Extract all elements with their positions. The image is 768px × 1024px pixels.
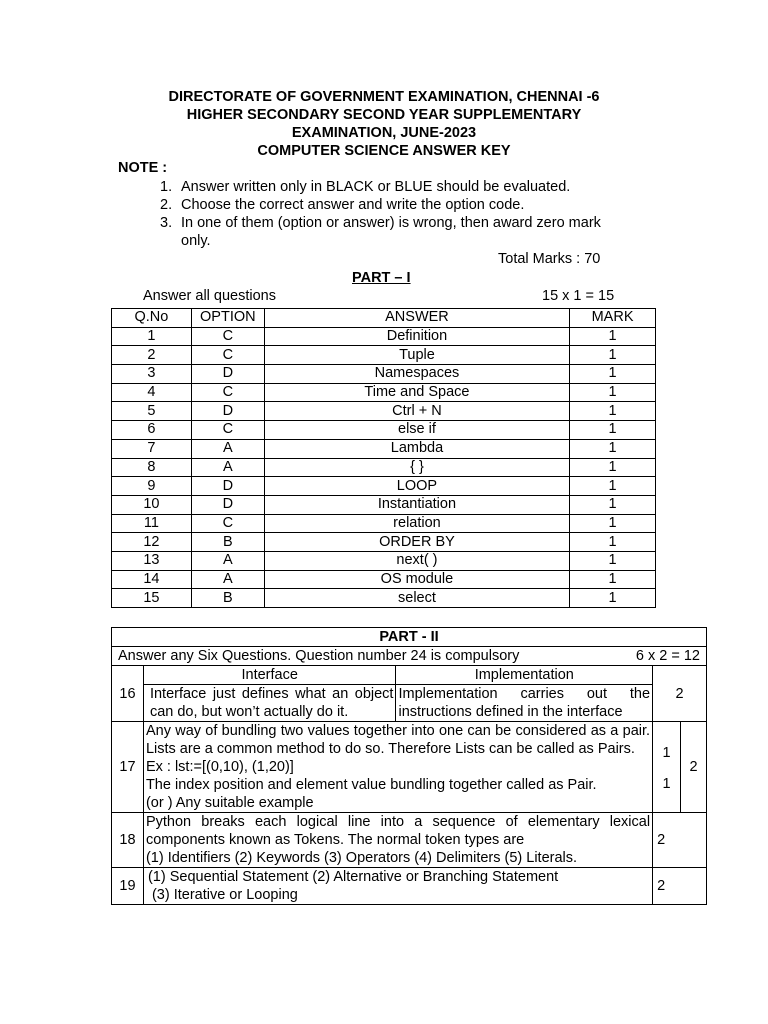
part2-instruction: Answer any Six Questions. Question number 24 is compulsory [118, 648, 520, 664]
cell-answer: relation [264, 514, 569, 533]
cell-qno: 5 [112, 402, 192, 421]
cell-answer: select [264, 589, 569, 608]
cell-answer: next( ) [264, 551, 569, 570]
total-marks: Total Marks : 70 [498, 251, 601, 267]
cell-mark: 1 [570, 589, 656, 608]
part1-instruction: Answer all questions [143, 288, 276, 304]
table-row [112, 365, 656, 384]
col-header-mark: MARK [570, 309, 656, 328]
header-line-1: DIRECTORATE OF GOVERNMENT EXAMINATION, CHENNAI -6 [168, 89, 600, 105]
col-header-option: OPTION [191, 309, 264, 328]
cell-option: C [191, 421, 264, 440]
cell-qno: 11 [112, 514, 192, 533]
table-row [112, 570, 656, 589]
cell-qno: 12 [112, 533, 192, 552]
question-row-18 [112, 813, 707, 868]
cell-qno: 15 [112, 589, 192, 608]
table-row [112, 589, 656, 608]
question-row-19 [112, 868, 707, 905]
q19-answer [143, 868, 652, 905]
cell-qno: 2 [112, 346, 192, 365]
table-row [112, 439, 656, 458]
cell-answer: LOOP [264, 477, 569, 496]
cell-mark: 1 [570, 514, 656, 533]
cell-qno: 6 [112, 421, 192, 440]
part1-title: PART – I [352, 270, 411, 286]
cell-option: A [191, 551, 264, 570]
cell-option: C [191, 346, 264, 365]
table-row [112, 495, 656, 514]
part2-title: PART - II [112, 628, 707, 647]
q16-interface-text: Interface just defines what an object can do, but won’t actually do it. [143, 685, 396, 722]
part2-table [111, 627, 707, 905]
cell-answer: Lambda [264, 439, 569, 458]
cell-option: C [191, 514, 264, 533]
cell-qno: 10 [112, 495, 192, 514]
question-number: 17 [112, 722, 144, 813]
cell-option: D [191, 365, 264, 384]
table-row [112, 421, 656, 440]
cell-answer: Time and Space [264, 383, 569, 402]
q17-submark-1: 1 [662, 745, 671, 761]
note-item: 2. Choose the correct answer and write the option code. [160, 197, 525, 213]
table-row [112, 514, 656, 533]
col-header-answer: ANSWER [264, 309, 569, 328]
cell-mark: 1 [570, 365, 656, 384]
table-row [112, 477, 656, 496]
cell-mark: 1 [570, 533, 656, 552]
question-number: 16 [112, 666, 144, 722]
table-row [112, 383, 656, 402]
cell-answer: else if [264, 421, 569, 440]
part2-marks: 6 x 2 = 12 [635, 648, 700, 664]
q19-text-2: (3) Iterative or Looping [151, 887, 298, 903]
cell-mark: 1 [570, 383, 656, 402]
table-row [112, 533, 656, 552]
cell-mark: 1 [570, 495, 656, 514]
table-row [112, 346, 656, 365]
cell-mark: 1 [570, 439, 656, 458]
question-row-16 [112, 666, 707, 685]
cell-option: C [191, 327, 264, 346]
q17-text-4: (or ) Any suitable example [145, 795, 314, 811]
question-number: 18 [112, 813, 144, 868]
table-row [112, 402, 656, 421]
cell-answer: Namespaces [264, 365, 569, 384]
cell-option: B [191, 589, 264, 608]
cell-qno: 8 [112, 458, 192, 477]
question-row-17 [112, 722, 707, 813]
table-row [112, 327, 656, 346]
q17-submarks [653, 722, 681, 813]
part2-instruction-row [112, 647, 707, 666]
q17-text-3: The index position and element value bundling together called as Pair. [145, 777, 597, 793]
cell-option: A [191, 570, 264, 589]
part1-table-body [112, 327, 656, 607]
cell-option: D [191, 402, 264, 421]
cell-mark: 1 [570, 477, 656, 496]
header-line-3: EXAMINATION, JUNE-2023 [291, 125, 477, 141]
part1-marks: 15 x 1 = 15 [542, 288, 615, 304]
part1-answer-table [111, 308, 656, 608]
q16-implementation-text: Implementation carries out the instructions defined in the interface [396, 685, 653, 722]
cell-option: D [191, 495, 264, 514]
cell-answer: Tuple [264, 346, 569, 365]
cell-option: C [191, 383, 264, 402]
cell-qno: 9 [112, 477, 192, 496]
q17-answer [143, 722, 652, 813]
cell-mark: 1 [570, 402, 656, 421]
cell-option: B [191, 533, 264, 552]
question-mark: 2 [653, 813, 707, 868]
note-item: 3. In one of them (option or answer) is wrong, then award zero mark only. [160, 215, 601, 249]
cell-qno: 14 [112, 570, 192, 589]
cell-qno: 7 [112, 439, 192, 458]
q18-text-1: Python breaks each logical line into a sequence of elementary lexical components known as Tokens. The normal token types are [145, 814, 651, 848]
cell-mark: 1 [570, 327, 656, 346]
note-list [160, 178, 630, 250]
cell-mark: 1 [570, 458, 656, 477]
note-item: 1. Answer written only in BLACK or BLUE should be evaluated. [160, 179, 571, 195]
header-line-2: HIGHER SECONDARY SECOND YEAR SUPPLEMENTARY [186, 107, 582, 123]
q19-text-1: (1) Sequential Statement (2) Alternative or Branching Statement [147, 869, 559, 885]
cell-mark: 1 [570, 346, 656, 365]
cell-answer: Definition [264, 327, 569, 346]
table-row [112, 458, 656, 477]
question-mark: 2 [681, 722, 707, 813]
cell-qno: 4 [112, 383, 192, 402]
cell-qno: 13 [112, 551, 192, 570]
cell-qno: 3 [112, 365, 192, 384]
table-header-row [112, 309, 656, 328]
q18-answer [143, 813, 652, 868]
cell-answer: ORDER BY [264, 533, 569, 552]
cell-mark: 1 [570, 570, 656, 589]
cell-answer: Ctrl + N [264, 402, 569, 421]
cell-option: A [191, 458, 264, 477]
q18-text-2: (1) Identifiers (2) Keywords (3) Operators (4) Delimiters (5) Literals. [145, 850, 578, 866]
question-number: 19 [112, 868, 144, 905]
q17-text-2: Ex : lst:=[(0,10), (1,20)] [145, 759, 294, 775]
note-title: NOTE : [118, 160, 168, 176]
q16-implementation-heading: Implementation [396, 666, 653, 685]
header-line-4: COMPUTER SCIENCE ANSWER KEY [257, 143, 511, 159]
question-mark: 2 [653, 868, 707, 905]
cell-answer: Instantiation [264, 495, 569, 514]
q17-text-1: Any way of bundling two values together into one can be considered as a pair. Lists are a common method to do so. Therefore Lists can be called as Pairs. [145, 723, 651, 757]
question-mark: 2 [653, 666, 707, 722]
cell-answer: { } [264, 458, 569, 477]
cell-qno: 1 [112, 327, 192, 346]
cell-mark: 1 [570, 421, 656, 440]
cell-option: D [191, 477, 264, 496]
cell-mark: 1 [570, 551, 656, 570]
table-row [112, 551, 656, 570]
cell-answer: OS module [264, 570, 569, 589]
cell-option: A [191, 439, 264, 458]
col-header-qno: Q.No [112, 309, 192, 328]
q17-submark-2: 1 [662, 776, 671, 792]
q16-interface-heading: Interface [143, 666, 396, 685]
